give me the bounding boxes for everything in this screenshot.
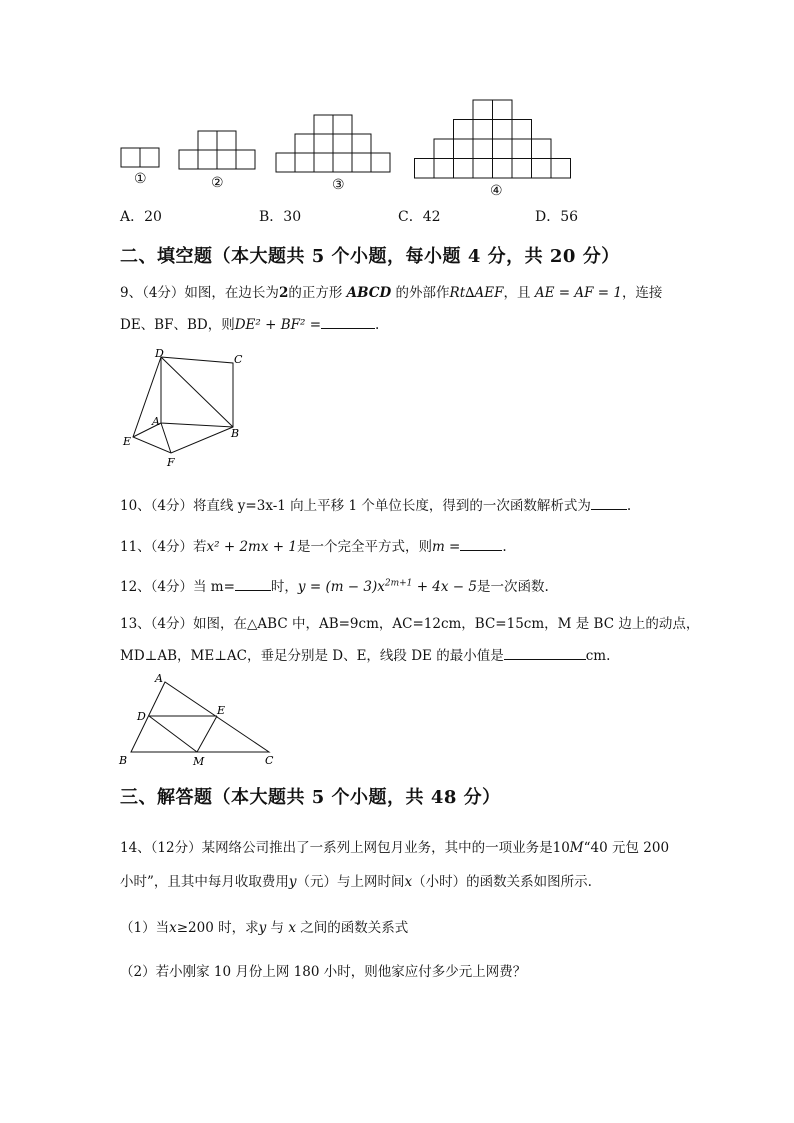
block-pattern-figures	[0, 95, 794, 205]
question-10: 10、（4分）将直线 y=3x-1 向上平移 1 个单位长度，得到的一次函数解析式为 .	[120, 498, 632, 514]
question-13-line-1: 13、（4分）如图，在△ABC 中，AB=9cm，AC=12cm，BC=15cm，M 是 BC 边上的动点，	[120, 616, 700, 632]
option-d: D．56	[535, 209, 579, 225]
question-14-part-1: （1）当x≥200 时，求y 与 x 之间的函数关系式	[120, 920, 409, 936]
question-13-line-2: MD⊥AB，ME⊥AC，垂足分别是 D、E，线段 DE 的最小值是 cm.	[120, 648, 611, 664]
figure-q13	[115, 670, 285, 770]
figure-q9	[115, 345, 255, 475]
option-b: B．30	[259, 209, 302, 225]
point-label-d: D	[137, 710, 146, 723]
question-14-line-2: 小时”，且其中每月收取费用y（元）与上网时间x（小时）的函数关系如图所示.	[120, 874, 592, 890]
option-c: C．42	[398, 209, 441, 225]
figure-label-4: ④	[490, 183, 503, 199]
point-label-f: F	[167, 456, 175, 469]
question-12: 12、（4分）当 m= 时，$y = (m - 3)x^{2m+1} + 4x - 5$是一次函数.	[120, 578, 549, 595]
question-14-part-2: （2）若小刚家 10 月份上网 180 小时，则他家应付多少元上网费？	[120, 964, 527, 980]
point-label-c: C	[265, 754, 274, 767]
point-label-a: A	[155, 672, 163, 685]
option-a: A．20	[120, 209, 162, 225]
section-fill-heading: 二、填空题（本大题共 5 个小题，每小题 4 分，共 20 分）	[120, 246, 620, 267]
answer-blank[interactable]	[321, 316, 375, 329]
answer-blank[interactable]	[235, 578, 271, 591]
figure-label-1: ①	[134, 171, 147, 187]
point-label-b: B	[119, 754, 128, 767]
point-label-c: C	[234, 353, 243, 366]
question-9-line-1: 9、（4分）如图，在边长为2的正方形 ABCD 的外部作Rt∆AEF，且 AE = AF = 1，连接	[120, 285, 663, 301]
point-label-d: D	[155, 347, 164, 360]
point-label-e: E	[123, 435, 132, 448]
figure-label-3: ③	[332, 177, 345, 193]
question-14-line-1: 14、（12分）某网络公司推出了一系列上网包月业务，其中的一项业务是10M“40 元包 200	[120, 840, 670, 856]
point-label-b: B	[231, 427, 240, 440]
point-label-e: E	[217, 704, 226, 717]
question-11: 11、（4分）若x² + 2mx + 1是一个完全平方式，则m = .	[120, 539, 507, 555]
question-9-line-2: DE、BF、BD，则DE² + BF² = .	[120, 317, 380, 333]
answer-blank[interactable]	[591, 497, 627, 510]
answer-blank[interactable]	[460, 538, 502, 551]
point-label-m: M	[193, 755, 205, 768]
answer-blank[interactable]	[504, 647, 586, 660]
section-solve-heading: 三、解答题（本大题共 5 个小题，共 48 分）	[120, 787, 501, 808]
point-label-a: A	[152, 415, 160, 428]
figure-label-2: ②	[211, 175, 224, 191]
